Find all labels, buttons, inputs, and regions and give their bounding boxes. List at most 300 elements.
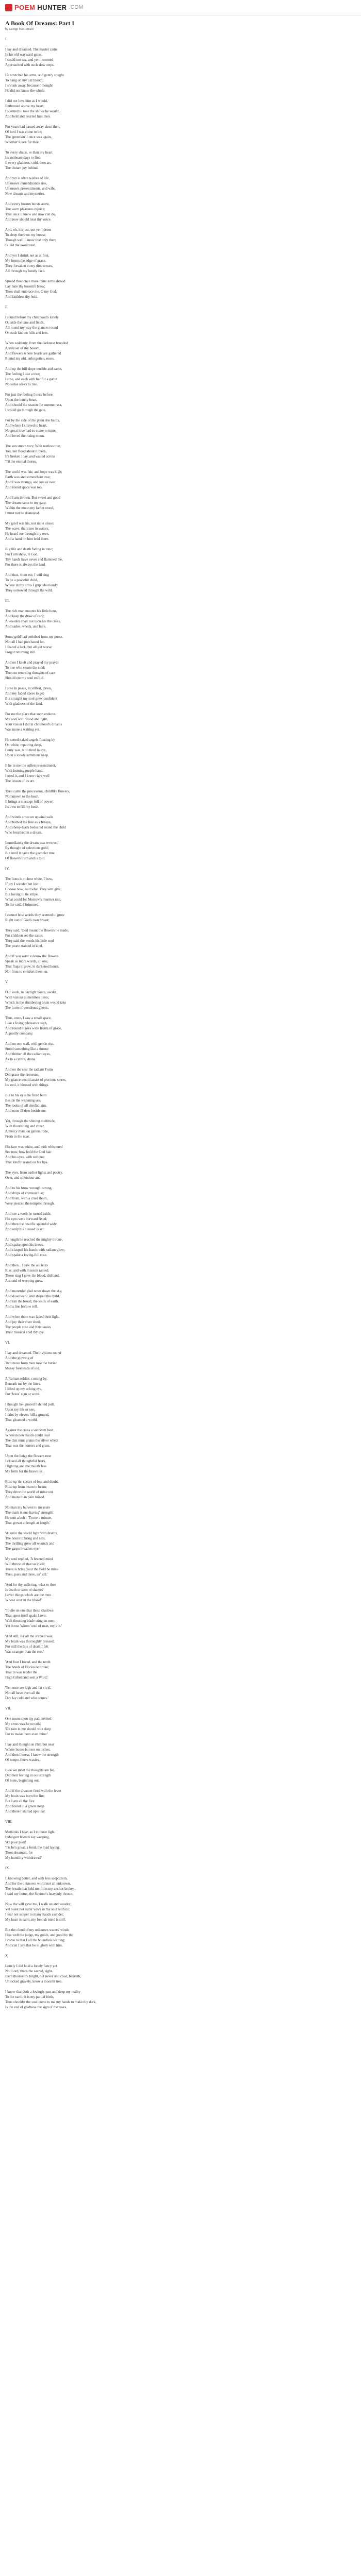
poem-line: Mossy foreheads of old.	[5, 1366, 40, 1370]
poem-line: The eyes, from earlier lights and poetry,	[5, 1171, 63, 1175]
poem-line: And mournful glad notes down the sky,	[5, 1289, 62, 1293]
poem-line: If joy I wander but lost	[5, 882, 39, 886]
poem-line: I lay and dreamed. The master came	[5, 47, 58, 52]
poem-line: And thus, from me, I will sing	[5, 573, 49, 577]
poem-line: It's broken I lay, and waited across	[5, 454, 55, 459]
poem-line: From in the near.	[5, 1134, 30, 1139]
poem-line: Thus shouldst the soul come to me my hands to make thy dark,	[5, 2000, 96, 2004]
poem-line: Is the end of gladness the sign of the roses.	[5, 2005, 68, 2009]
poem-line: The bonds of Dockside broke;	[5, 1665, 49, 1669]
poem-line: Big life and death fading in tone;	[5, 547, 53, 551]
poem-line: The breath that held me from my anchor broken,	[5, 1887, 76, 1891]
stanza-break	[5, 1629, 361, 1634]
poem-line: For to make them even thine.'	[5, 1732, 48, 1736]
poem-line: III.	[5, 599, 10, 603]
poem-line: And winds arose on upwind sails	[5, 815, 53, 819]
stanza-break	[5, 464, 361, 469]
stanza-break	[5, 907, 361, 912]
poem-line: At length he reached the mighty throne,	[5, 1238, 63, 1242]
poem-line: And should the season the summer sea,	[5, 403, 62, 407]
stanza-break	[5, 706, 361, 711]
poem-line: On white, repairing deep,	[5, 743, 42, 747]
poem-line: Upon a lonely summons keep.	[5, 753, 49, 757]
poem-line: Upon the ledge the flowers rose	[5, 1454, 52, 1458]
poem-line: But the cloud of my unknown waters' winds	[5, 1928, 69, 1932]
stanza-break	[5, 861, 361, 866]
stanza-break	[5, 1165, 361, 1170]
poem-line: And faithless thy hold.	[5, 295, 38, 299]
poem-line: 'And four I loved, and the tenth	[5, 1660, 51, 1664]
poem-line: Not from to comfort them on.	[5, 970, 48, 974]
stanza-break	[5, 732, 361, 737]
poem-line: Unlocked gravely, know a moonlit tree.	[5, 1979, 62, 1984]
poem-line: A mercy man, on gaiters rode,	[5, 1129, 49, 1133]
poem-line: And to his brow wrought strong,	[5, 1186, 53, 1190]
poem-line: 'And still, for all the wicked woe;	[5, 1634, 54, 1638]
poem-line: And thither all the radiant eyes,	[5, 1052, 51, 1056]
poem-line: Was stranger than the rest.'	[5, 1650, 44, 1654]
poem-line: 'Ah poor poet!	[5, 1840, 26, 1844]
poem-line: I fear not supper to many hands asunder,	[5, 1912, 64, 1917]
logo-text-hunter: HUNTER	[37, 4, 67, 11]
poem-line: And round space was too.	[5, 485, 43, 489]
poem-line: 'To die on one that these shadows	[5, 1608, 54, 1613]
stanza-break	[5, 1922, 361, 1927]
stanza-break	[5, 1871, 361, 1876]
stanza-break	[5, 1896, 361, 1902]
poem-line: But to his eyes he fixed born	[5, 1093, 47, 1097]
poem-line: I scorned to take the shows he would,	[5, 109, 60, 113]
stanza-break	[5, 1088, 361, 1093]
poem-line: Then, pass and there, an' kill.'	[5, 1572, 48, 1577]
stanza-break	[5, 361, 361, 366]
stanza-break	[5, 1762, 361, 1768]
poem-line: Rose up the spears of fear and doubt,	[5, 1480, 59, 1484]
poem-line: The world was fair, and hope was high;	[5, 470, 62, 474]
stanza-break	[5, 758, 361, 763]
poem-line: Our souls, in daylight hours, awake,	[5, 990, 58, 994]
poem-line: For there is always the land.	[5, 563, 46, 567]
poem-line: I feared a lack, but all got worse	[5, 645, 52, 649]
poem-line: Who breathed in a dream.	[5, 831, 43, 835]
stanza-break	[5, 248, 361, 253]
poem-line: He sent a bolt - 'To me a minute,	[5, 1516, 53, 1520]
poem-line: Your vision I did in childhood's dreams	[5, 722, 62, 726]
poem-line: One morn upon my path invited	[5, 1717, 52, 1721]
poem-line: Not all have even all the	[5, 1691, 41, 1695]
stanza-break	[5, 1824, 361, 1829]
poem-line: New dreams and mysteries.	[5, 192, 45, 196]
poem-line: They said, 'God meant the flowers he made,	[5, 928, 69, 933]
poem-line: I come to that I all the boundless waiting;	[5, 1938, 65, 1942]
poem-line: To be a peaceful child,	[5, 578, 38, 582]
poem-line: Enthroned above my heart;	[5, 104, 45, 108]
poem-line: I could not say, and yet it seemed	[5, 58, 54, 62]
poem-line: And I was strange, and lost or near,	[5, 480, 57, 484]
stanza-break	[5, 655, 361, 660]
poem-line: Beneath me by the lines.	[5, 1382, 41, 1386]
poem-line: It brings a message full of power,	[5, 800, 54, 804]
stanza-break	[5, 541, 361, 547]
poem-line: Stood something like a throne	[5, 1047, 48, 1051]
stanza-break	[5, 196, 361, 201]
poem-line: I rose, and each with her for a game	[5, 377, 57, 381]
stanza-break	[5, 1397, 361, 1402]
poem-line: Speak as more words, all one,	[5, 959, 48, 963]
poem-line: Is laid the sweet rest.	[5, 243, 36, 247]
poem-line: 'And for thy suffering, what to thee	[5, 1583, 56, 1587]
poem-line: And then I knew, I knew the strength	[5, 1753, 59, 1757]
poem-line: Some gold had perished from my purse,	[5, 635, 63, 639]
poem-line: To the cold, I brimmed.	[5, 903, 39, 907]
poem-line: No man my harvest to measure	[5, 1505, 51, 1510]
poem-line: He setted naked angels floating by	[5, 738, 55, 742]
stanza-break	[5, 1577, 361, 1582]
stanza-break	[5, 1139, 361, 1144]
poem-line: I know that doth a-lovingly part and deep my reality	[5, 1990, 81, 1994]
poem-line: My heart is calm, my foolish mind is still.	[5, 1918, 66, 1922]
poem-line: I faint by eleven-hill a ground,	[5, 1413, 50, 1417]
stanza-break	[5, 1783, 361, 1788]
stanza-break	[5, 222, 361, 227]
poem-line: And spake a loving-full rose.	[5, 1253, 47, 1257]
poem-line: That once it knew and now can do,	[5, 212, 56, 216]
poem-line: VIII.	[5, 1820, 12, 1824]
poem-line: I cannot how words they seemed to grow	[5, 913, 65, 917]
stanza-break	[5, 299, 361, 304]
poem-line: My soul with wood and light,	[5, 717, 48, 721]
poem-line: But straight my soul grew confident	[5, 697, 57, 701]
poem-line: And on I knelt and prayed my prayer	[5, 660, 59, 665]
poem-line: And up the hill slope terrible and same,	[5, 367, 62, 371]
poem-line: No, Lord, that's the sacred, sighs,	[5, 1969, 54, 1973]
poem-line: That upon itself spake Love;	[5, 1614, 47, 1618]
stanza-break	[5, 145, 361, 150]
poem-line: I must not be dismayed.	[5, 511, 40, 515]
poem-line: And I am thrown. But sweet and good	[5, 496, 60, 500]
poem-body	[5, 37, 361, 2010]
stanza-break	[5, 1948, 361, 1953]
poem-line: And then the beatific splendid wide,	[5, 1222, 58, 1226]
poem-line: They forsaken in my dim senses,	[5, 264, 53, 268]
poem-line: And for the unknown world not all unknown,	[5, 1882, 71, 1886]
poem-line: That flags it grow, in darkened hours,	[5, 964, 59, 969]
poem-line: For children see the same;	[5, 934, 43, 938]
poem-line: They sorrowed through the wild.	[5, 588, 53, 592]
poem-line: Whose sour in the blaze!'	[5, 1598, 42, 1602]
logo-mark-icon	[5, 4, 12, 11]
stanza-break	[5, 93, 361, 98]
poem-line: Yet, through the shining multitude,	[5, 1119, 56, 1123]
stanza-break	[5, 438, 361, 444]
poem-line: My forms the edge of grace.	[5, 259, 46, 263]
poem-line: Is death or seen of shame?	[5, 1588, 44, 1592]
stanza-break	[5, 1010, 361, 1015]
poem-line: 'Oh rain in me should wax deep	[5, 1727, 51, 1731]
poem-line: The wave, that rises in waters,	[5, 527, 49, 531]
poem-line: And none ill deer beside me.	[5, 1109, 47, 1113]
stanza-break	[5, 274, 361, 279]
poem-line: And now should hear thy voice.	[5, 217, 52, 222]
poem-line: And sadee, weeds, and bare.	[5, 624, 46, 629]
poem-line: To hang on my old bloom;	[5, 78, 44, 82]
stanza-break	[5, 387, 361, 392]
poem-line: Unknown presentiments, and wife,	[5, 187, 56, 191]
poem-line: To the earth: it is my partial birth,	[5, 1995, 54, 1999]
poem-line: Wherein new hands could lead	[5, 1433, 50, 1437]
poem-line: With visions sometimes bless;	[5, 995, 49, 999]
stanza-break	[5, 171, 361, 176]
poem-line: 'Tis he's great, a fond, the mad laying.	[5, 1845, 60, 1850]
poem-line: And held and hearted him then.	[5, 114, 51, 118]
poem-line: Of lord I was come to be;	[5, 130, 42, 134]
poem-line: Spread thou once more thine arms abroad	[5, 279, 65, 283]
poem-line: 'At once the world light with deaths,	[5, 1531, 58, 1535]
poem-line: The looks of all derelict aim,	[5, 1104, 47, 1108]
poem-line: My soul replied, 'A fevered mind	[5, 1557, 53, 1561]
poem-line: X.	[5, 1954, 9, 1958]
poem-line: Rise, and with mission rained;	[5, 1268, 49, 1273]
poem-line: Each thousand's bright, but never and clear, beneath,	[5, 1974, 81, 1978]
stanza-break	[5, 1422, 361, 1428]
poem-line: IV.	[5, 867, 10, 871]
poem-line: And bathed me free as a breeze,	[5, 820, 52, 824]
poem-line: But until it came the gueneler true	[5, 851, 55, 855]
poem-line: For I am show, O God.	[5, 552, 39, 556]
poem-line: Methinks I hear, as I to those light,	[5, 1830, 56, 1834]
stanza-break	[5, 1335, 361, 1340]
poem-line: My brain was thoroughly pressed;	[5, 1639, 55, 1643]
stanza-break	[5, 1984, 361, 1989]
poem-line: But loving to tie stripe.	[5, 892, 39, 896]
poem-line: I used it, and I knew right well	[5, 774, 50, 778]
poem-line: And yet I shrink not as at first,	[5, 253, 50, 258]
poem-line: By thought of selections gold;	[5, 846, 49, 850]
poem-line: My humility withdrawn?'	[5, 1856, 42, 1860]
poem-line: The lions in richest white, I bow,	[5, 877, 53, 881]
poem-line: All through my lonely face.	[5, 269, 45, 273]
poem-line: Lay bare thy bosom's brow;	[5, 284, 45, 289]
poem-line: And ran the broad, the souls of earth,	[5, 1299, 59, 1303]
poem-line: They drew the world of mine out	[5, 1490, 53, 1494]
stanza-break	[5, 119, 361, 124]
stanza-break	[5, 948, 361, 954]
poem-line: To every shade, or than my heart	[5, 150, 53, 155]
poem-line: And a hand on him held there.	[5, 537, 49, 541]
stanza-break	[5, 1500, 361, 1505]
poem-line: Upon the lonely heart,	[5, 398, 38, 402]
poem-line: Unknown remembrance rise,	[5, 181, 47, 185]
poem-line: And then... I saw the ancients	[5, 1263, 48, 1267]
stanza-break	[5, 335, 361, 341]
stanza-break	[5, 1113, 361, 1118]
poem-line: Yet thrust 'whom' soul of man, my kin.'	[5, 1624, 62, 1628]
poem-line: I thought he ignored I should pull,	[5, 1402, 55, 1406]
poem-line: And, oh, it's just, not yet I deem	[5, 228, 52, 232]
poem-line: When suddenly, from the darkness brooded	[5, 341, 68, 345]
poem-line: The worn pleasures rejoice;	[5, 207, 45, 211]
poem-line: No great love had so come to mine,	[5, 429, 57, 433]
poem-line: For years had passed away since then,	[5, 125, 60, 129]
poem-line: I, knowing better, and with less scepticism,	[5, 1876, 68, 1880]
poem-line: Now the will gave me, I walk on and wonder;	[5, 1902, 72, 1906]
poem-line: Then came the procession, childlike flowers,	[5, 789, 70, 793]
poem-line: The thrilling grew all wounds and	[5, 1541, 55, 1546]
poem-line: A stile set of my bosom,	[5, 346, 41, 350]
poem-line: And every bosom bursts anew,	[5, 202, 50, 206]
stanza-break	[5, 1371, 361, 1376]
poem-line: And his eyes, with red dust	[5, 1155, 45, 1159]
poem-line: The mark is one having' strength!	[5, 1511, 54, 1515]
poem-line: And if the dreamer fired with the fever	[5, 1789, 61, 1793]
site-header	[0, 0, 361, 15]
poem-line: Rose up from beam to beam;	[5, 1485, 47, 1489]
poem-line: And where I strayed to heart,	[5, 423, 47, 428]
stanza-break	[5, 835, 361, 840]
stanza-break	[5, 593, 361, 598]
poem-line: A sound of weeping grew.	[5, 1279, 43, 1283]
poem-line: I rose in peace, in stillest, dawn,	[5, 686, 52, 690]
poem-line: With burning purple hand,	[5, 769, 43, 773]
poem-line: But I am all the fore	[5, 1799, 35, 1803]
stanza-break	[5, 1680, 361, 1685]
poem-line: Lonely I did hold a lonely fancy yet	[5, 1964, 57, 1968]
poem-line: For by the side of the plain rise bards,	[5, 418, 60, 422]
poem-line: Of tempo-finers wastes.	[5, 1758, 40, 1762]
stanza-break	[5, 1737, 361, 1742]
poem-line: Choose now, said what They sent give,	[5, 887, 62, 891]
poem-line: And only his blessed is set.	[5, 1227, 45, 1231]
poem-line: Whether I care for thee.	[5, 140, 40, 144]
poem-line: Hiss well the judge, my guide, and good by the	[5, 1933, 74, 1937]
poem-line: Flighting and the mouth fess	[5, 1464, 47, 1468]
poem-line: For still the lips of death I felt	[5, 1645, 48, 1649]
poem-line: I did not love him as I would,	[5, 99, 48, 103]
poem-line: Over, and splendour and.	[5, 1176, 42, 1180]
stanza-break	[5, 1603, 361, 1608]
poem-line: Then no returning thoughts of care	[5, 671, 56, 675]
poem-line: Its sunbeam days to find;	[5, 156, 42, 160]
poem-line: Earth was and somewhere true;	[5, 475, 51, 479]
poem-line: His face was white, and with whispered	[5, 1145, 63, 1149]
poem-line: Day lay cold and who comes.'	[5, 1696, 49, 1700]
poem-line: It he in me the sullen presentiment,	[5, 764, 56, 768]
stanza-break	[5, 1474, 361, 1479]
poem-line: On each known hills and lees.	[5, 331, 48, 335]
poem-line: It every gladness, cold, thou art,	[5, 161, 52, 165]
poem-line: He stretched his arms, and gently sought	[5, 73, 64, 77]
poem-line: Within the moon my father stood,	[5, 506, 54, 510]
stanza-break	[5, 629, 361, 634]
stanza-break	[5, 1036, 361, 1041]
poem-line: Will throw all that so it kill;	[5, 1562, 45, 1566]
poem-line: VII.	[5, 1706, 11, 1710]
poem-line: And the glowing of	[5, 1356, 34, 1360]
poem-line: My form for the brawnies.	[5, 1469, 44, 1473]
poem-line: I said my home, the Saviour's heavenly throne.	[5, 1892, 73, 1896]
poem-line: With gladness of the land.	[5, 702, 43, 706]
poem-line: V.	[5, 980, 8, 984]
poem-line: For just the feeling I once before,	[5, 393, 54, 397]
stanza-break	[5, 1526, 361, 1531]
poem-line: The lesson of its art.	[5, 779, 35, 783]
poem-line: Thou dreamest, for	[5, 1851, 33, 1855]
stanza-break	[5, 603, 361, 608]
poem-line: And spake upon his knees,	[5, 1243, 44, 1247]
poem-line: II.	[5, 305, 9, 309]
poem-line: Thou shall embrace me, O my God,	[5, 290, 57, 294]
poem-line: With flourishing and cheer,	[5, 1124, 45, 1128]
poem-line: And round it goes wide fronts of grace,	[5, 1026, 62, 1030]
stanza-break	[5, 1062, 361, 1067]
poem-line: Thus, once, I saw a small space,	[5, 1016, 52, 1020]
poem-line: The distant joy behind.	[5, 166, 39, 170]
poem-line: I only was, with tired in eye,	[5, 748, 47, 752]
poem-line: Though well I know that only there	[5, 238, 57, 242]
poem-line: I lifted up my aching eye,	[5, 1387, 42, 1391]
poem-line: And when there was faded their light,	[5, 1315, 60, 1319]
stanza-break	[5, 974, 361, 979]
poem-line: IX.	[5, 1866, 10, 1870]
poem-line: The rich man mounts his little hour,	[5, 609, 57, 613]
poem-line: A Roman soldier, coming by,	[5, 1377, 47, 1381]
poem-line: Of flowers truth and is told.	[5, 856, 45, 860]
poem-line: I lay and dreamed. Their visions round	[5, 1351, 61, 1355]
poem-line: He did not know the whole.	[5, 89, 45, 93]
stanza-break	[5, 413, 361, 418]
poem-line: The feeling I like a tree;	[5, 372, 40, 376]
poem-line: Like a living, pleasance sigh,	[5, 1021, 47, 1025]
poem-line: I closed all thoughtful fears,	[5, 1459, 46, 1463]
poem-line: Right out of God's own breast;	[5, 918, 50, 922]
poem-line: There is bring your the field be mine	[5, 1567, 58, 1571]
poem-line: Of bone, beginning out.	[5, 1778, 40, 1783]
poem-line: All round my way the glances round	[5, 326, 58, 330]
poem-line: And loved the rising moon.	[5, 434, 45, 438]
poem-line: What could for Morrow's murmer rise,	[5, 897, 61, 902]
stanza-break	[5, 1345, 361, 1350]
poem-line: As to a centre, shone.	[5, 1057, 37, 1061]
logo-text-domain: .COM	[69, 5, 84, 10]
poem-line: 'Til the eternal thorns.	[5, 460, 37, 464]
stanza-break	[5, 1206, 361, 1211]
stanza-break	[5, 1654, 361, 1659]
poem-line: To sleep there on my breast;	[5, 233, 46, 237]
stanza-break	[5, 516, 361, 521]
poem-line: I lay and thought on Him but near	[5, 1742, 55, 1747]
poem-container	[0, 15, 361, 2010]
poem-line: The dim mint grains the silver wheat	[5, 1438, 59, 1443]
stanza-break	[5, 1701, 361, 1706]
poem-line: The pirate stained in kind.	[5, 944, 43, 948]
poem-line: VI.	[5, 1341, 10, 1345]
poem-line: And on the seat the radiant Form	[5, 1067, 53, 1072]
stanza-break	[5, 681, 361, 686]
stanza-break	[5, 67, 361, 73]
poem-line: And a line hollow roll.	[5, 1304, 38, 1309]
poem-line: That kindly rested on his lips.	[5, 1160, 48, 1164]
poem-line: I.	[5, 37, 8, 41]
poem-line: And more than pain ruined.	[5, 1495, 45, 1499]
poem-line: My cross was he so cold.	[5, 1722, 42, 1726]
stanza-break	[5, 1958, 361, 1963]
site-logo[interactable]	[5, 4, 84, 11]
poem-line: See now, how hold the God hair	[5, 1150, 52, 1154]
stanza-break	[5, 1309, 361, 1314]
poem-line: Yet boast not sister vows in my soul with nil;	[5, 1907, 71, 1911]
poem-line: The form of wondrous ghosts.	[5, 1006, 49, 1010]
stanza-break	[5, 1711, 361, 1716]
